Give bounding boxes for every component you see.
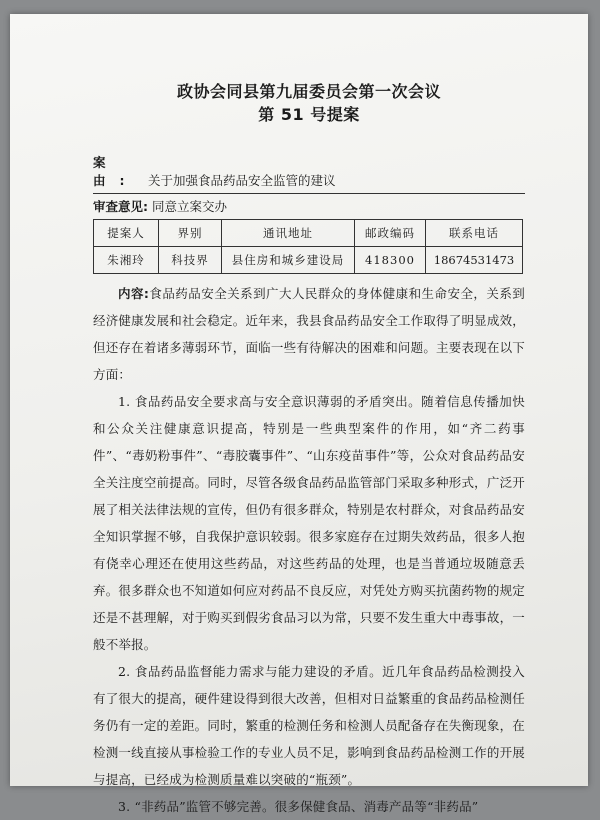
case-text: 关于加强食品药品安全监管的建议	[148, 173, 336, 188]
table-header-row	[94, 220, 523, 247]
intro-text: 食品药品安全关系到广大人民群众的身体健康和生命安全，关系到经济健康发展和社会稳定。近年来，我县食品药品安全工作取得了明显成效，但还存在着诸多薄弱环节，面临一些有待解决的困难和问题。主要表现在以下方面：	[93, 286, 525, 382]
review-text: 同意立案交办	[151, 199, 227, 214]
header-cell-address: 通讯地址	[222, 220, 355, 247]
case-label: 案由:	[93, 155, 139, 188]
cell-phone: 18674531473	[426, 247, 523, 274]
title-line-2: 第 51 号提案	[258, 105, 360, 124]
proposal-body	[93, 280, 525, 820]
header-cell-sector: 界别	[159, 220, 222, 247]
document-content	[93, 80, 525, 820]
point-3-paragraph: 3. “非药品”监管不够完善。很多保健食品、消毒产品等“非药品”	[118, 799, 479, 814]
document-page	[10, 14, 588, 814]
cell-address: 县住房和城乡建设局	[222, 247, 355, 274]
cell-proposer: 朱湘玲	[94, 247, 159, 274]
point-1-paragraph: 1. 食品药品安全要求高与安全意识薄弱的矛盾突出。随着信息传播加快和公众关注健康意识提高，特别是一些典型案件的作用，如“齐二药事件”、“毒奶粉事件”、“毒胶囊事件”、“山东疫苗事件”等，公众对食品药品安全关注度空前提高。同时，尽管各级食品药品监管部门采取多种形式，广泛开展了相关法律法规的宣传，但仍有很多群众，特别是农村群众，对食品药品安全知识掌握不够，自我保护意识较弱。很多家庭存在过期失效药品，很多人抱有侥幸心理还在使用这些药品，对这些药品的处理，也是当普通垃圾随意丢弃。很多群众也不知道如何应对药品不良反应，对凭处方购买抗菌药物的规定还是不甚理解，对于购买到假劣食品习以为常，只要不发生重大中毒事故，一般不举报。	[93, 394, 525, 652]
header-cell-postcode: 邮政编码	[355, 220, 426, 247]
table-row	[94, 247, 523, 274]
proposer-table	[93, 219, 523, 274]
review-label: 审查意见:	[93, 199, 148, 214]
content-label: 内容:	[118, 286, 150, 301]
review-line	[93, 198, 525, 216]
header-cell-proposer: 提案人	[94, 220, 159, 247]
cell-sector: 科技界	[159, 247, 222, 274]
point-2-paragraph: 2. 食品药品监督能力需求与能力建设的矛盾。近几年食品药品检测投入有了很大的提高，硬件建设得到很大改善，但相对日益繁重的食品药品检测任务仍有一定的差距。同时，繁重的检测任务和检测人员配备存在失衡现象，在检测一线直接从事检验工作的专业人员不足，影响到食品药品检测工作的开展与提高，已经成为检测质量难以突破的“瓶颈”。	[93, 664, 525, 787]
header-cell-phone: 联系电话	[426, 220, 523, 247]
intro-paragraph	[93, 280, 525, 388]
cell-postcode: 418300	[355, 247, 426, 274]
title-line-1: 政协会同县第九届委员会第一次会议	[176, 82, 441, 101]
document-title	[93, 80, 525, 126]
case-line	[93, 154, 525, 194]
